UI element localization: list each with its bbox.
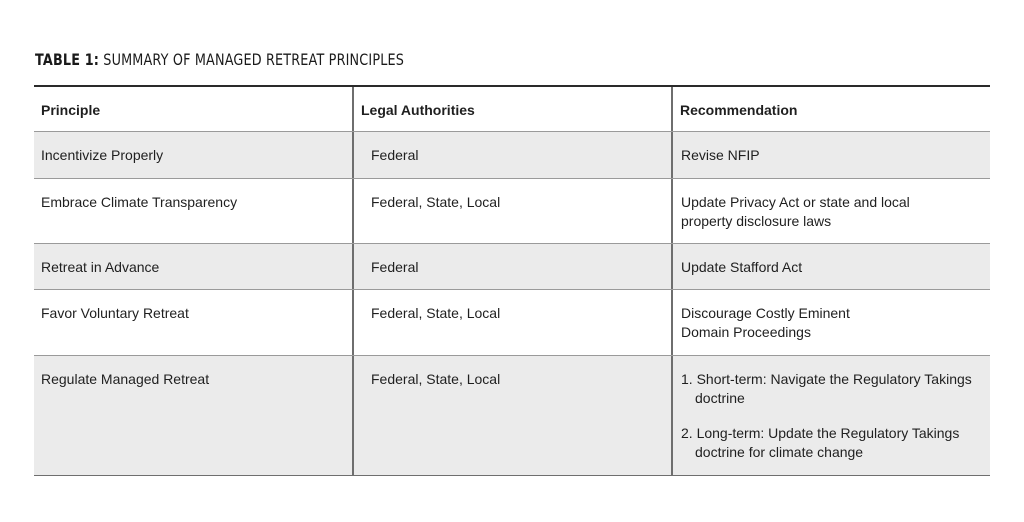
legal-authorities-cell: Federal, State, Local <box>352 356 671 475</box>
recommendation-cell <box>671 132 990 178</box>
recommendation-line: Discourage Costly Eminent <box>681 305 850 321</box>
principle-cell: Incentivize Properly <box>41 147 164 163</box>
column-header-recommendation: Recommendation <box>671 87 990 131</box>
recommendation-line: Update Privacy Act or state and local <box>681 194 910 210</box>
table-header-row <box>34 87 990 132</box>
table-caption-title: SUMMARY OF MANAGED RETREAT PRINCIPLES <box>99 50 405 69</box>
principle-cell: Favor Voluntary Retreat <box>41 305 189 321</box>
table-row <box>34 132 990 179</box>
principle-cell: Regulate Managed Retreat <box>41 371 210 387</box>
recommendation-list-item: 1. Short-term: Navigate the Regulatory Takings doctrine <box>681 371 972 406</box>
recommendation-cell <box>671 244 990 289</box>
table-caption <box>35 50 404 69</box>
legal-authorities-cell: Federal, State, Local <box>352 290 671 355</box>
table-row <box>34 179 990 244</box>
table-row <box>34 244 990 290</box>
recommendation-list-item: 2. Long-term: Update the Regulatory Takings doctrine for climate change <box>681 425 960 460</box>
table-row <box>34 356 990 475</box>
recommendation-cell <box>671 290 990 355</box>
table-caption-label: TABLE 1: <box>35 50 100 69</box>
legal-authorities-cell: Federal <box>352 132 671 178</box>
recommendation-cell <box>671 356 990 475</box>
recommendation-line: Revise NFIP <box>681 147 760 163</box>
managed-retreat-table <box>34 85 990 476</box>
column-header-legal-authorities: Legal Authorities <box>352 87 671 131</box>
table-row <box>34 290 990 356</box>
legal-authorities-cell: Federal <box>352 244 671 289</box>
recommendation-cell <box>671 179 990 243</box>
recommendation-line: Update Stafford Act <box>681 259 803 275</box>
recommendation-line: property disclosure laws <box>681 213 832 229</box>
principle-cell: Retreat in Advance <box>41 259 160 275</box>
recommendation-line: Domain Proceedings <box>681 324 811 340</box>
legal-authorities-cell: Federal, State, Local <box>352 179 671 243</box>
column-header-principle: Principle <box>41 102 101 118</box>
principle-cell: Embrace Climate Transparency <box>41 194 238 210</box>
